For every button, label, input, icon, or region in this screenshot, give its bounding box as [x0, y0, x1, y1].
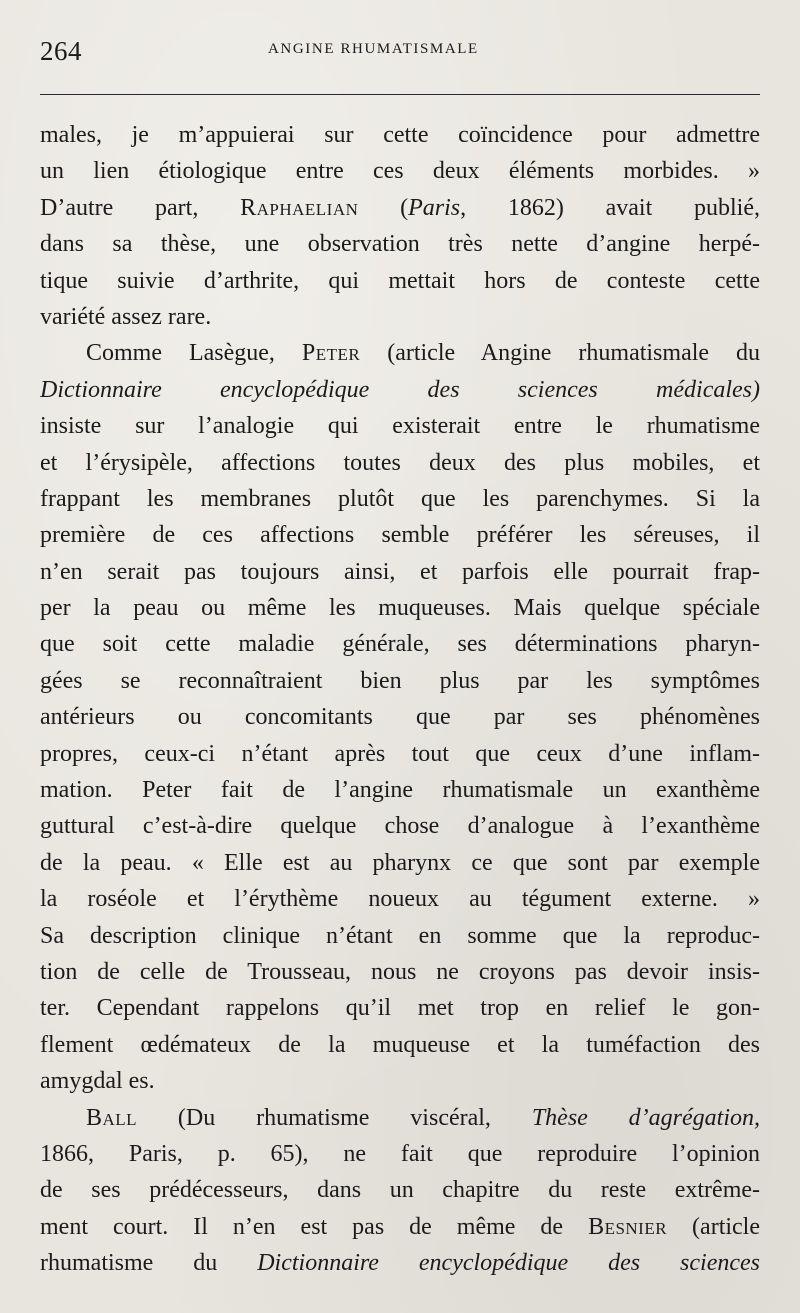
- text-line: mation. Peter fait de l’angine rhumatismale un exanthème: [40, 777, 760, 804]
- text-line: [40, 1100, 760, 1136]
- text-line: amygdal es.: [40, 1068, 155, 1095]
- text-line: ter. Cependant rappelons qu’il met trop en relief le gon-: [40, 995, 760, 1022]
- body-text: [40, 117, 760, 1282]
- text-run: (: [358, 194, 409, 221]
- text-run: , 1862) avait publié,: [460, 194, 760, 221]
- text-line: de ses prédécesseurs, dans un chapitre du reste extrême-: [40, 1177, 760, 1204]
- author-name: Besnier: [588, 1213, 668, 1240]
- author-name: Ball: [86, 1104, 138, 1131]
- text-line: Dictionnaire encyclopédique des sciences médicales): [40, 376, 760, 403]
- text-line: males, je m’appuierai sur cette coïncidence pour admettre: [40, 122, 760, 148]
- text-run: ment court. Il n’en est pas de même de: [40, 1213, 589, 1240]
- text-line: flement œdémateux de la muqueuse et la tuméfaction des: [40, 1031, 760, 1058]
- text-line: la roséole et l’érythème noueux au tégument externe. »: [40, 886, 760, 913]
- running-head: ANGINE RHUMATISMALE: [268, 41, 479, 57]
- text-line: insiste sur l’analogie qui existerait entre le rhumatisme: [40, 413, 760, 440]
- text-line: antérieurs ou concomitants que par ses phénomènes: [40, 704, 760, 731]
- text-line: de la peau. « Elle est au pharynx ce que sont par exemple: [40, 849, 760, 876]
- text-line: tion de celle de Trousseau, nous ne croyons pas devoir insis-: [40, 958, 760, 985]
- header-rule: [40, 94, 760, 95]
- italic-run: Dictionnaire encyclopédique des sciences: [257, 1250, 760, 1277]
- page-number: 264: [40, 36, 82, 66]
- italic-run: Thèse d’agrégation,: [531, 1104, 760, 1131]
- text-line: et l’érysipèle, affections toutes deux des plus mobiles, et: [40, 449, 760, 476]
- text-run: D’autre part,: [40, 194, 241, 221]
- text-line: variété assez rare.: [40, 303, 212, 330]
- text-line: per la peau ou même les muqueuses. Mais quelque spéciale: [40, 595, 760, 622]
- text-line: tique suivie d’arthrite, qui mettait hors de conteste cette: [40, 267, 760, 294]
- text-run: (Du rhumatisme viscéral,: [137, 1104, 532, 1131]
- text-line: n’en serait pas toujours ainsi, et parfois elle pourrait frap-: [40, 558, 760, 585]
- text-line: Sa description clinique n’étant en somme que la reproduc-: [40, 922, 760, 949]
- text-line: [40, 190, 760, 226]
- text-line: que soit cette maladie générale, ses déterminations pharyn-: [40, 631, 760, 658]
- italic-run: Paris: [408, 194, 461, 221]
- text-line: gées se reconnaîtraient bien plus par les symptômes: [40, 667, 760, 694]
- author-name: Peter: [301, 340, 361, 367]
- text-line: [40, 1209, 760, 1245]
- text-line: un lien étiologique entre ces deux éléments morbides. »: [40, 158, 760, 185]
- text-line: [40, 1245, 760, 1281]
- text-run: (article Angine rhumatismale du: [360, 340, 760, 367]
- text-line: propres, ceux-ci n’étant après tout que ceux d’une inflam-: [40, 740, 760, 767]
- author-name: Raphaelian: [240, 194, 359, 221]
- text-run: rhumatisme du: [40, 1250, 258, 1277]
- text-line: [40, 335, 760, 371]
- text-run: Comme Lasègue,: [86, 340, 302, 367]
- text-line: dans sa thèse, une observation très nette d’angine herpé-: [40, 231, 760, 258]
- text-line: première de ces affections semble préférer les séreuses, il: [40, 522, 760, 549]
- text-line: frappant les membranes plutôt que les parenchymes. Si la: [40, 485, 760, 512]
- text-line: guttural c’est-à-dire quelque chose d’analogue à l’exanthème: [40, 813, 760, 840]
- text-run: (article: [667, 1213, 760, 1240]
- text-line: 1866, Paris, p. 65), ne fait que reproduire l’opinion: [40, 1140, 760, 1167]
